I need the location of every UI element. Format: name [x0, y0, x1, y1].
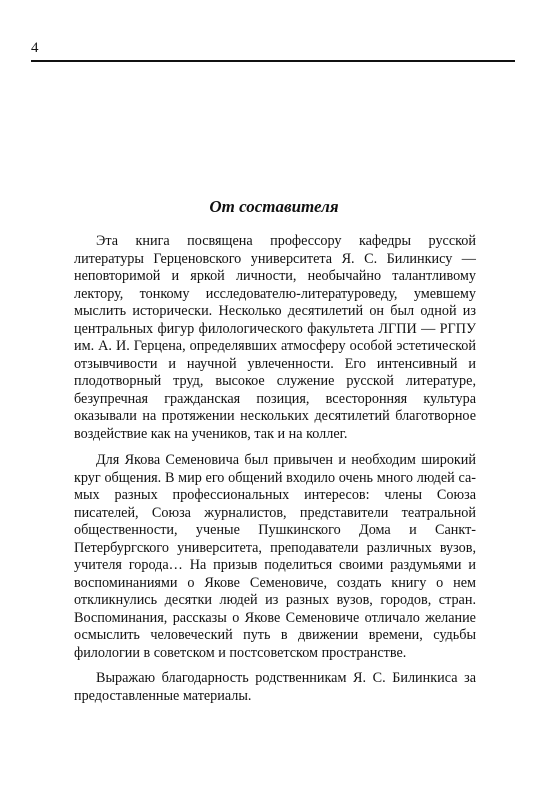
section-title: От составителя: [209, 197, 339, 216]
page-number: 4: [31, 40, 39, 56]
paragraph-dedication: Эта книга посвящена профессору кафедры русской литературы Герценовского университета Я. С. Билинкису — неповторимой и яркой личности, необычайно талантливому лектору, тонкому исследователю-литературоведу, умевшему мыслить исторически. Несколько десятилетий он был одной из центральных фигур филологического факультета ЛГПИ — РГПУ им. А. И. Герцена, определявших атмосферу особой эстетической отзывчивости и научной увлеченности. Его интенсивный и плодотворный труд, высокое служение русской литературе, безупречная гражданская позиция, всесторонняя культура оказывали на протяжении нескольких десятилетий благотворное воздействие как на учеников, так и на коллег.: [74, 233, 476, 442]
paragraph-circle-of-communication: Для Якова Семеновича был привычен и необходим широкий круг общения. В мир его общений входило очень много людей самых разных профессиональных интересов: члены Союза писателей, Союза журналистов, представители театральной общественности, ученые Пушкинского Дома и Санкт-Петербургского университета, преподаватели различных вузов, учителя города… На призыв поделиться своими раздумьями и воспоминаниями о Якове Семеновиче, создать книгу о нем откликнулись десятки людей из разных вузов, городов, стран. Воспоминания, рассказы о Якове Семеновиче отличало желание осмыслить человеческий путь в движении времени, судьбы филологии в советском и постсоветском пространстве.: [74, 452, 476, 661]
paragraph-acknowledgement: Выражаю благодарность родственникам Я. С. Билинкиса за предоставленные материалы.: [74, 670, 476, 704]
body-text: [74, 233, 476, 705]
header-rule: [31, 60, 515, 62]
